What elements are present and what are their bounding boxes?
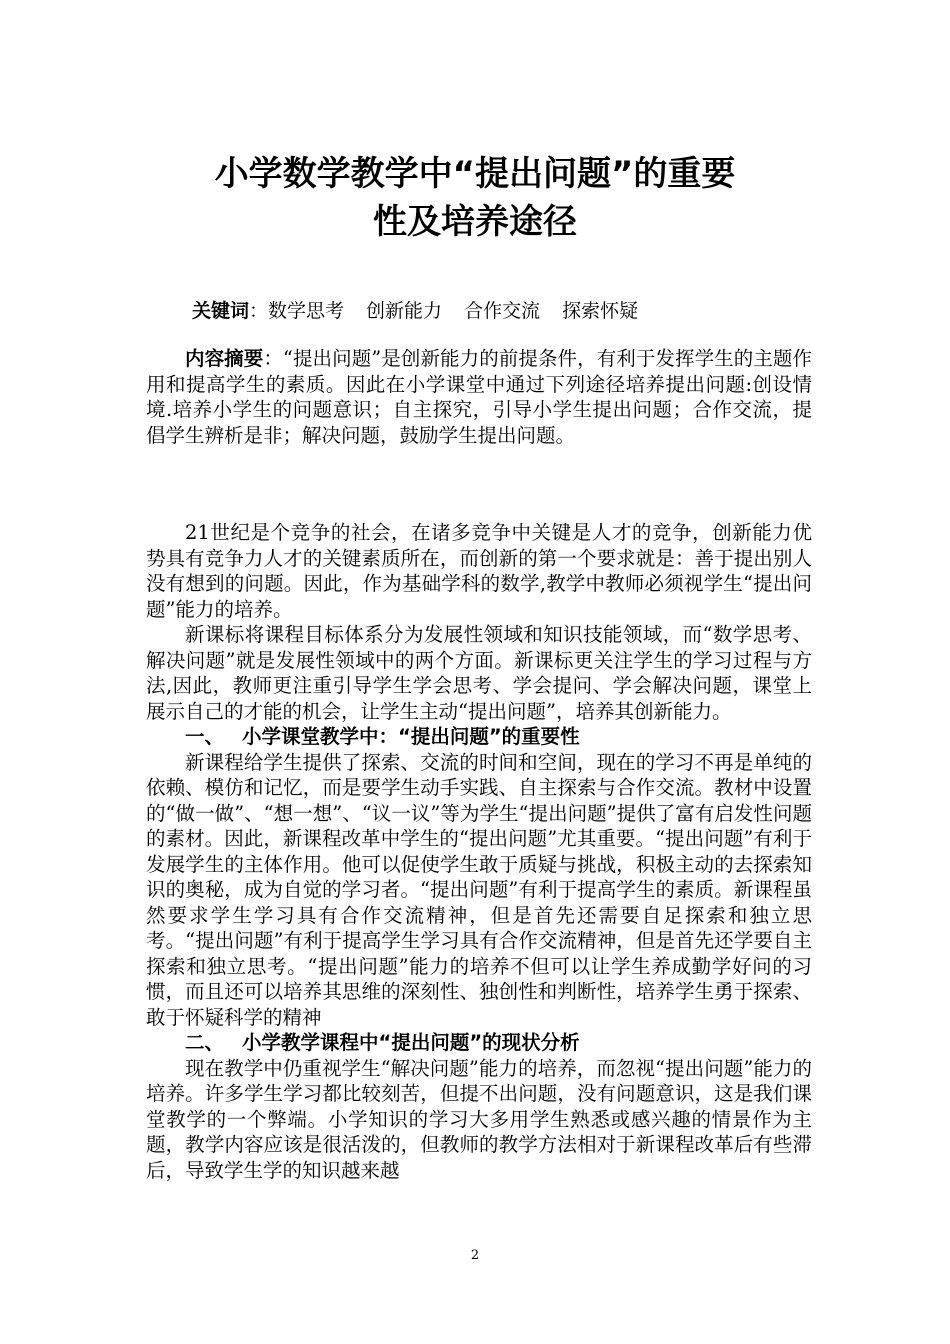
body-paragraph-3: 新课程给学生提供了探索、交流的时间和空间，现在的学习不再是单纯的依赖、模仿和记忆，而是要学生动手实践、自主探索与合作交流。教材中设置的“做一做”、“想一想”、“议一议”等为学生“提出问题”提供了富有启发性问题的素材。因此，新课程改革中学生的“提出问题”尤其重要。“提出问题”有利于发展学生的主体作用。他可以促使学生敢于质疑与挑战，积极主动的去探索知识的奥秘，成为自觉的学习者。“提出问题”有利于提高学生的素质。新课程虽然要求学生学习具有合作交流精神，但是首先还需要自足探索和独立思考。“提出问题”有利于提高学生学习具有合作交流精神，但是首先还学要自主探索和独立思考。“提出问题”能力的培养不但可以让学生养成勤学好问的习惯，而且还可以培养其思维的深刻性、独创性和判断性，培养学生勇于探索、敢于怀疑科学的精神 [146,750,812,1029]
body-paragraph-4: 现在教学中仍重视学生“解决问题”能力的培养，而忽视“提出问题”能力的培养。许多学生学习都比较刻苦，但提不出问题，没有问题意识，这是我们课堂教学的一个弊端。小学知识的学习大多用学生熟悉或感兴趣的情景作为主题，教学内容应该是很活泼的，但教师的教学方法相对于新课程改革后有些滞后，导致学生学的知识越来越 [146,1056,812,1182]
abstract-label: 内容摘要 [185,347,264,370]
section-heading-1 [146,724,812,750]
keyword-term: 合作交流 [464,300,541,322]
section-heading-2-text: 小学教学课程中“提出问题”的现状分析 [242,1031,580,1054]
section-heading-2 [146,1030,812,1056]
title-line-2: 性及培养途径 [373,202,577,242]
keyword-term: 数学思考 [268,300,345,322]
keywords-label: 关键词 [192,300,250,322]
body-paragraph-1: 21世纪是个竞争的社会，在诸多竞争中关键是人才的竞争，创新能力优势具有竞争力人才的关键素质所在，而创新的第一个要求就是：善于提出别人没有想到的问题。因此，作为基础学科的数学,教学中教师必须视学生“提出问题”能力的培养。 [146,521,812,621]
body-section [146,520,812,1183]
page-number: 2 [470,1248,480,1263]
abstract-section [146,346,812,448]
keywords-colon: ： [249,300,269,322]
section-heading-1-text: 小学课堂教学中：“提出问题”的重要性 [242,725,580,748]
abstract-paragraph [146,346,812,448]
keyword-term: 创新能力 [366,300,443,322]
title-line-1: 小学数学教学中“提出问题”的重要 [214,154,736,194]
keywords-line [192,298,660,324]
section-heading-2-number: 二、 [185,1031,225,1054]
abstract-colon: ： [263,347,283,370]
section-heading-1-number: 一、 [185,725,225,748]
abstract-text: “提出问题”是创新能力的前提条件，有利于发挥学生的主题作用和提高学生的素质。因此在小学课堂中通过下列途径培养提出问题:创设情境.培养小学生的问题意识；自主探究，引导小学生提出问题；合作交流，提倡学生辨析是非；解决问题，鼓励学生提出问题。 [146,347,812,447]
body-paragraph-2: 新课标将课程目标体系分为发展性领域和知识技能领域，而“数学思考、解决问题”就是发展性领域中的两个方面。新课标更关注学生的学习过程与方法,因此，教师更注重引导学生学会思考、学会提问、学会解决问题，课堂上展示自己的才能的机会，让学生主动“提出问题”，培养其创新能力。 [146,623,812,723]
keyword-term: 探索怀疑 [562,300,639,322]
